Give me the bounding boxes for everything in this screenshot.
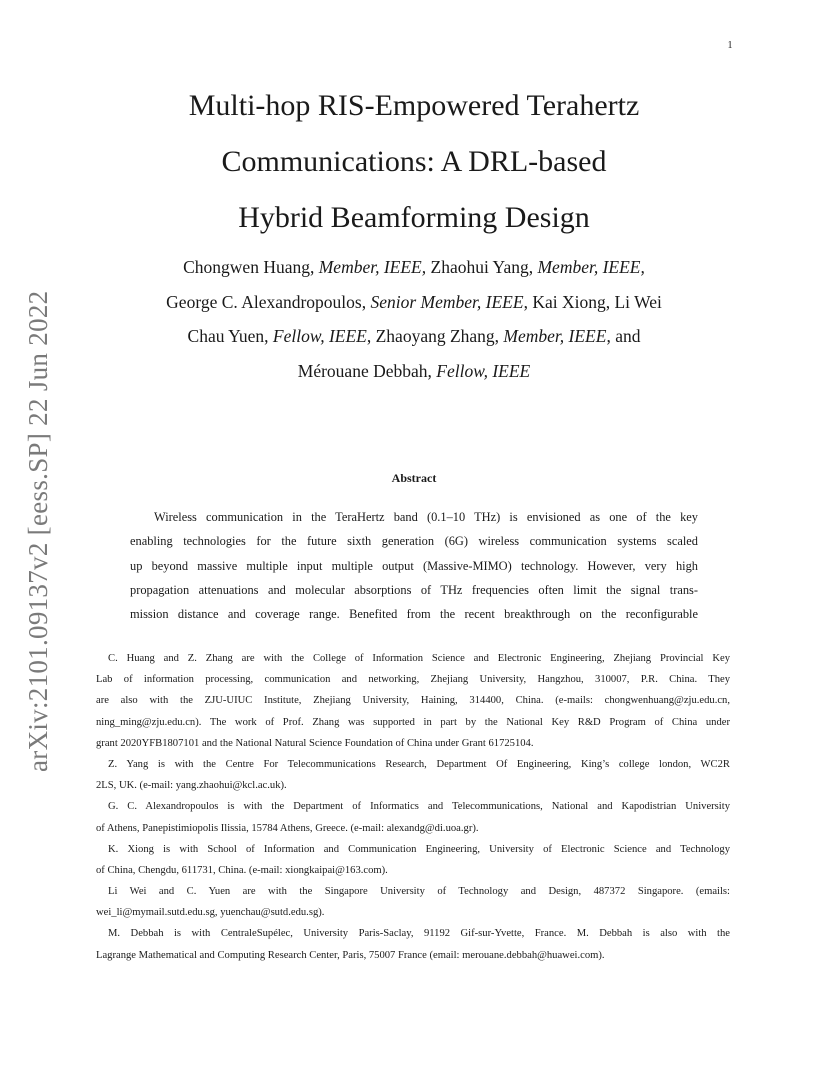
title-line: Multi-hop RIS-Empowered Terahertz: [188, 89, 640, 122]
footnote-line: grant 2020YFB1807101 and the National Natural Science Foundation of China under Grant 61725104.: [96, 737, 534, 749]
footnote-line: Lagrange Mathematical and Computing Research Center, Paris, 75007 France (email: merouane.debbah@huawei.com).: [96, 949, 605, 961]
footnote-line: are also with the ZJU-UIUC Institute, Zhejiang University, Haining, 314400, China. (e-mails: chongwenhuang@zju.edu.cn,: [96, 695, 730, 707]
author-name: Chongwen Huang,: [183, 257, 319, 277]
abstract-line: Wireless communication in the TeraHertz band (0.1–10 THz) is envisioned as one of the key: [154, 510, 698, 524]
footnote-line: M. Debbah is with CentraleSupélec, University Paris-Saclay, 91192 Gif-sur-Yvette, France. M. Debbah is also with the: [108, 928, 730, 940]
author-list: [96, 250, 732, 388]
author-separator: , and: [606, 326, 641, 346]
footnote-line: wei_li@mymail.sutd.edu.sg, yuenchau@sutd.edu.sg).: [96, 907, 325, 919]
footnote-alexandropoulos: [96, 796, 730, 838]
footnote-xiong: [96, 839, 730, 881]
footnote-huang-zhang: [96, 648, 730, 754]
footnote-wei-yuen: [96, 881, 730, 923]
author-membership: Fellow, IEEE: [272, 326, 367, 346]
footnote-line: Z. Yang is with the Centre For Telecommunications Research, Department Of Engineering, King’s college london, WC2R: [108, 758, 730, 770]
abstract-line: mission distance and coverage range. Benefited from the recent breakthrough on the reconfigurable: [130, 607, 698, 622]
author-name: , Zhaoyang Zhang,: [366, 326, 504, 346]
author-membership: Member, IEEE: [503, 326, 607, 346]
footnote-line: C. Huang and Z. Zhang are with the College of Information Science and Electronic Engineering, Zhejiang Provincial Key: [108, 653, 730, 664]
footnote-line: ning_ming@zju.edu.cn). The work of Prof. Zhang was supported in part by the National Key R&D Program of China under: [96, 716, 730, 728]
author-line: [96, 250, 732, 285]
abstract-heading: Abstract: [391, 471, 437, 485]
author-line: [96, 285, 732, 320]
footnote-line: of China, Chengdu, 611731, China. (e-mail: xiongkaipai@163.com).: [96, 864, 388, 876]
title-line: Communications: A DRL-based: [221, 145, 607, 178]
paper-title: [120, 78, 708, 246]
arxiv-identifier-stamp[interactable]: arXiv:2101.09137v2 [eess.SP] 22 Jun 2022: [23, 290, 53, 772]
page-number: 1: [727, 40, 733, 51]
abstract-line: up beyond massive multiple input multiple output (Massive-MIMO) technology. However, very high: [130, 558, 698, 573]
footnote-yang: [96, 754, 730, 796]
footnotes: [96, 648, 730, 966]
abstract-line: enabling technologies for the future sixth generation (6G) wireless communication systems scaled: [130, 534, 698, 549]
author-name: Zhaohui Yang,: [426, 257, 538, 277]
footnote-line: of Athens, Panepistimiopolis Ilissia, 15784 Athens, Greece. (e-mail: alexandg@di.uoa.gr).: [96, 822, 479, 834]
author-line: [96, 354, 732, 389]
footnote-line: Li Wei and C. Yuen are with the Singapore University of Technology and Design, 487372 Singapore. (emails:: [108, 886, 730, 898]
footnote-line: K. Xiong is with School of Information and Communication Engineering, University of Electronic Science and Technology: [108, 843, 730, 855]
author-membership: Fellow, IEEE: [436, 360, 531, 381]
author-name: Mérouane Debbah,: [297, 360, 437, 381]
author-membership: Senior Member, IEEE: [370, 291, 524, 312]
author-name: , Kai Xiong, Li Wei: [523, 291, 662, 312]
author-name: Chau Yuen,: [187, 326, 273, 346]
footnote-line: G. C. Alexandropoulos is with the Department of Informatics and Telecommunications, National and Kapodistrian University: [108, 801, 730, 813]
footnote-line: 2LS, UK. (e-mail: yang.zhaohui@kcl.ac.uk).: [96, 780, 287, 792]
author-name: George C. Alexandropoulos,: [166, 291, 371, 312]
title-line: Hybrid Beamforming Design: [238, 201, 590, 234]
abstract-body: [130, 505, 698, 626]
footnote-line: Lab of information processing, communication and networking, Zhejiang University, Hangzhou, 310007, P.R. China. They: [96, 674, 730, 686]
author-membership: Member, IEEE,: [537, 257, 645, 277]
author-line: [96, 319, 732, 354]
author-membership: Member, IEEE,: [318, 257, 427, 277]
abstract-line: propagation attenuations and molecular absorptions of THz frequencies often limit the signal trans-: [130, 582, 698, 597]
footnote-debbah: [96, 923, 730, 965]
